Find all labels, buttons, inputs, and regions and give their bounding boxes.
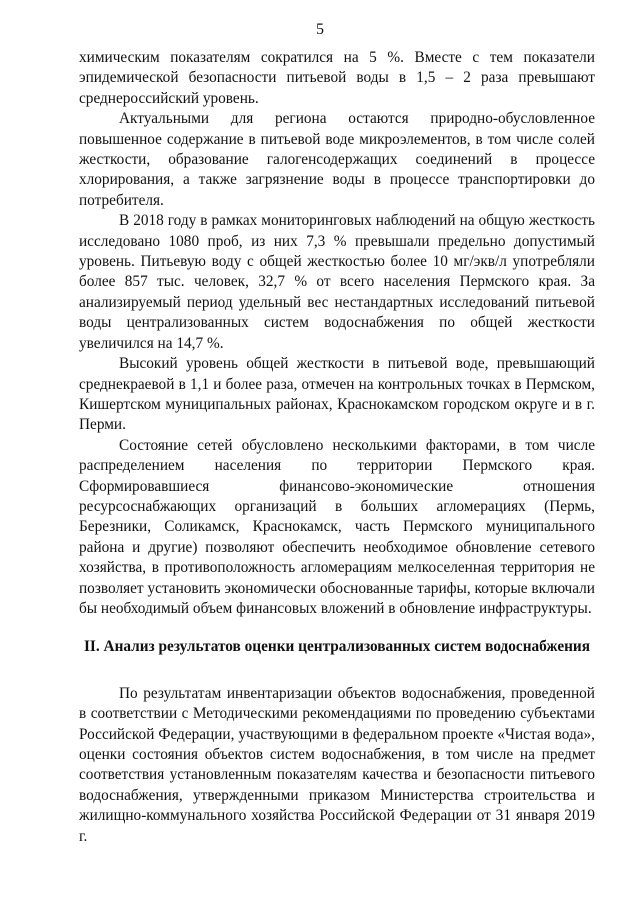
paragraph: Актуальными для региона остаются природно-обусловленное повышенное содержание в питьевой воде микроэлементов, в том числе солей жесткости, образование галогенсодержащих соединений в процессе хлорирования, а также загрязнение воды в процессе транспортировки до потребителя. — [79, 110, 595, 209]
paragraph: химическим показателям сократился на 5 %. Вместе с тем показатели эпидемической безопасности питьевой воды в 1,5 – 2 раза превышают среднероссийский уровень. — [79, 49, 595, 107]
paragraph: По результатам инвентаризации объектов водоснабжения, проведенной в соответствии с Методическими рекомендациями по проведению субъектами Российской Федерации, участвующими в федеральном проекте «Чистая вода», оценки состояния объектов систем водоснабжения, в том числе на предмет соответствия установленным показателям качества и безопасности питьевого водоснабжения, утвержденными приказом Министерства строительства и жилищно-коммунального хозяйства Российской Федерации от 31 января 2019 г. — [79, 684, 595, 845]
section-heading: II. Анализ результатов оценки централизованных систем водоснабжения — [83, 638, 591, 656]
paragraph: Состояние сетей обусловлено несколькими факторами, в том числе распределением населения по территории Пермского края. Сформировавшиеся финансово-экономические отношения ресурсоснабжающих организаций в больших агломерациях (Пермь, Березники, Соликамск, Краснокамск, часть Пермского муниципального района и другие) позволяют обеспечить необходимое обновление сетевого хозяйства, в противоположность агломерациям мелкоселенная территория не позволяет установить экономически обоснованные тарифы, которые включали бы необходимый объем финансовых вложений в обновление инфраструктуры. — [79, 436, 595, 617]
paragraph: В 2018 году в рамках мониторинговых наблюдений на общую жесткость исследовано 1080 проб, из них 7,3 % превышали предельно допустимый уровень. Питьевую воду с общей жесткостью более 10 мг/экв/л употребляли более 857 тыс. человек, 32,7 % от всего населения Пермского края. За анализируемый период удельный вес нестандартных исследований питьевой воды централизованных систем водоснабжения по общей жесткости увеличился на 14,7 %. — [79, 212, 595, 352]
paragraph: Высокий уровень общей жесткости в питьевой воде, превышающий среднекраевой в 1,1 и более раза, отмечен на контрольных точках в Пермском, Кишертском муниципальных районах, Краснокамском городском округе и в г. Перми. — [79, 355, 595, 434]
page-number: 5 — [316, 21, 324, 38]
document-body — [79, 48, 595, 847]
